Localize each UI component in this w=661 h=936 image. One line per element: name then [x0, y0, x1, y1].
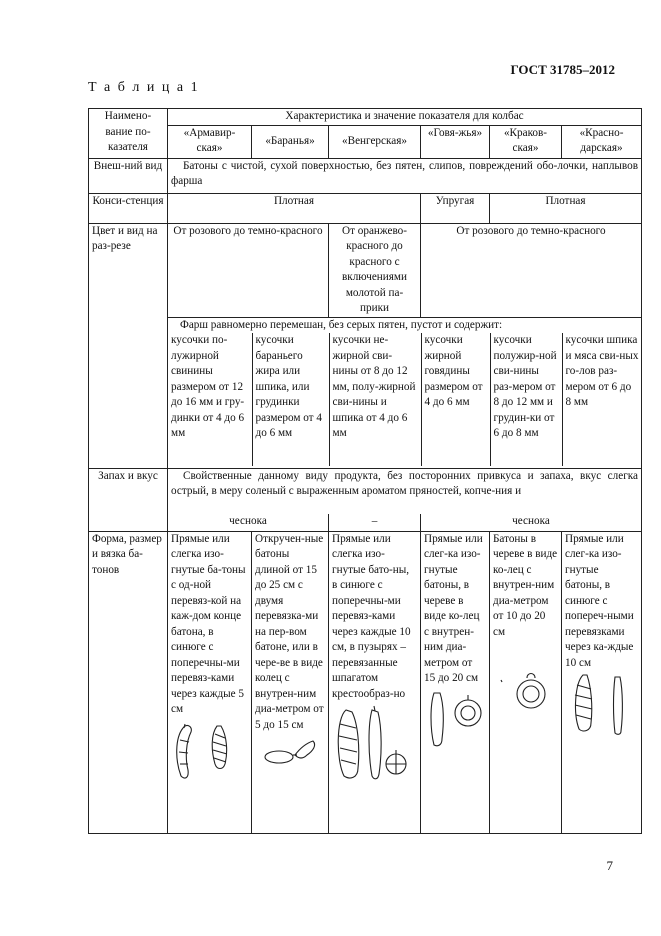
appearance-text: Батоны с чистой, сухой поверхностью, без пятен, слипов, повреждений обо-лочки, наплывов фарша [168, 158, 642, 193]
indicator-name-header: Наимено-вание по-казателя [89, 109, 168, 159]
smell-dash: – [329, 514, 421, 531]
form-vengerskaya-text: Прямые или слегка изо-гнутые бато-ны, в синюге с поперечны-ми перевяз-ками через каждые 10 см, в пузырях – перевязанные шпагатом крестообраз-но [332, 532, 411, 700]
form-krasnodarskaya [562, 531, 642, 833]
group-header: Характеристика и значение показателя для колбас [168, 109, 642, 126]
row-label-appearance: Внеш-ний вид [89, 158, 168, 193]
mince-krakovskaya: кусочки полужир-ной сви-нины раз-мером от 8 до 12 мм и грудин-ки от 6 до 8 мм [490, 333, 562, 466]
smell-garlic-1: чеснока [168, 514, 329, 531]
mince-krasnodarskaya: кусочки шпика и мяса сви-ных го-лов раз-мером от 6 до 8 мм [562, 333, 642, 466]
form-krakovskaya-text: Батоны в череве в виде ко-лец с внутрен-ним диа-метром от 10 до 20 см [493, 532, 558, 638]
consistency-uprugaya: Упругая [421, 193, 490, 223]
column-header-govyazhya: «Говя-жья» [421, 125, 490, 158]
form-krasnodarskaya-text: Прямые или слег-ка изо-гнутые батоны, в синюге с попереч-ными перевязками через ка-ждые 10 см [565, 532, 634, 669]
form-vengerskaya [329, 531, 421, 833]
row-label-form: Форма, размер и вязка ба-тонов [89, 531, 168, 833]
sausage-sketch-govyazhya [424, 689, 488, 749]
table-label: Т а б л и ц а 1 [88, 80, 200, 95]
sausage-sketch-krakovskaya [493, 642, 557, 716]
form-baranya [252, 531, 329, 833]
color-vengerskaya: От оранжево-красного до красного с включениями молотой па-прики [329, 223, 421, 317]
sausage-sketch-armavirskaya [171, 720, 241, 782]
sausage-characteristics-table [88, 108, 642, 834]
mince-armavirskaya: кусочки по-лужирной свинины размером от 12 до 16 мм и гру-динки от 4 до 6 мм [168, 333, 252, 466]
smell-garlic-2: чеснока [421, 514, 642, 531]
row-label-consistency: Конси-стенция [89, 193, 168, 223]
form-govyazhya [421, 531, 490, 833]
color-armavir-baranya: От розового до темно-красного [168, 223, 329, 317]
column-header-armavirskaya: «Армавир-ская» [168, 125, 252, 158]
form-armavirskaya [168, 531, 252, 833]
column-header-baranya: «Баранья» [252, 125, 329, 158]
smell-text: Свойственные данному виду продукта, без посторонних привкуса и запаха, вкус слегка острый, в меру соленый с выраженным ароматом пряностей, копче-ния и [168, 468, 642, 514]
mince-govyazhya: кусочки жирной говядины размером от 4 до 6 мм [421, 333, 490, 466]
color-others: От розового до темно-красного [421, 223, 642, 317]
column-header-krakovskaya: «Краков-ская» [490, 125, 562, 158]
mince-vengerskaya: кусочки не-жирной сви-нины от 8 до 12 мм, полу-жирной сви-нины и шпика от 4 до 6 мм [329, 333, 421, 466]
sausage-sketch-krasnodarskaya [565, 673, 637, 737]
sausage-sketch-baranya [255, 735, 321, 771]
mince-baranya: кусочки бараньего жира или шпика, или грудинки размером от 4 до 6 мм [252, 333, 329, 466]
column-header-vengerskaya: «Венгерская» [329, 125, 421, 158]
sausage-sketch-vengerskaya [332, 704, 418, 784]
consistency-plotnaya-1: Плотная [168, 193, 421, 223]
mince-intro: Фарш равномерно перемешан, без серых пятен, пустот и содержит: [180, 318, 503, 331]
form-armavirskaya-text: Прямые или слегка изо-гнутые ба-тоны с од-ной перевяз-кой на каж-дом конце батона, в синюге с поперечны-ми перевяз-ками через каждые 5 см [171, 532, 246, 715]
standard-number: ГОСТ 31785–2012 [510, 62, 615, 77]
row-label-smell: Запах и вкус [89, 468, 168, 531]
mince-block [168, 317, 642, 468]
page-number: 7 [606, 858, 613, 873]
consistency-plotnaya-2: Плотная [490, 193, 642, 223]
row-label-color: Цвет и вид на раз-резе [89, 223, 168, 468]
form-govyazhya-text: Прямые или слег-ка изо-гнутые батоны, в череве в виде ко-лец с внутрен-ним диа-метром от 15 до 20 см [424, 532, 483, 684]
form-krakovskaya [490, 531, 562, 833]
form-baranya-text: Откручен-ные батоны длиной от 15 до 25 см с двумя перевязка-ми на пер-вом батоне, или в чере-ве в виде колец с внутрен-ним диа-метром от 5 до 15 см [255, 532, 324, 731]
column-header-krasnodarskaya: «Красно-дарская» [562, 125, 642, 158]
